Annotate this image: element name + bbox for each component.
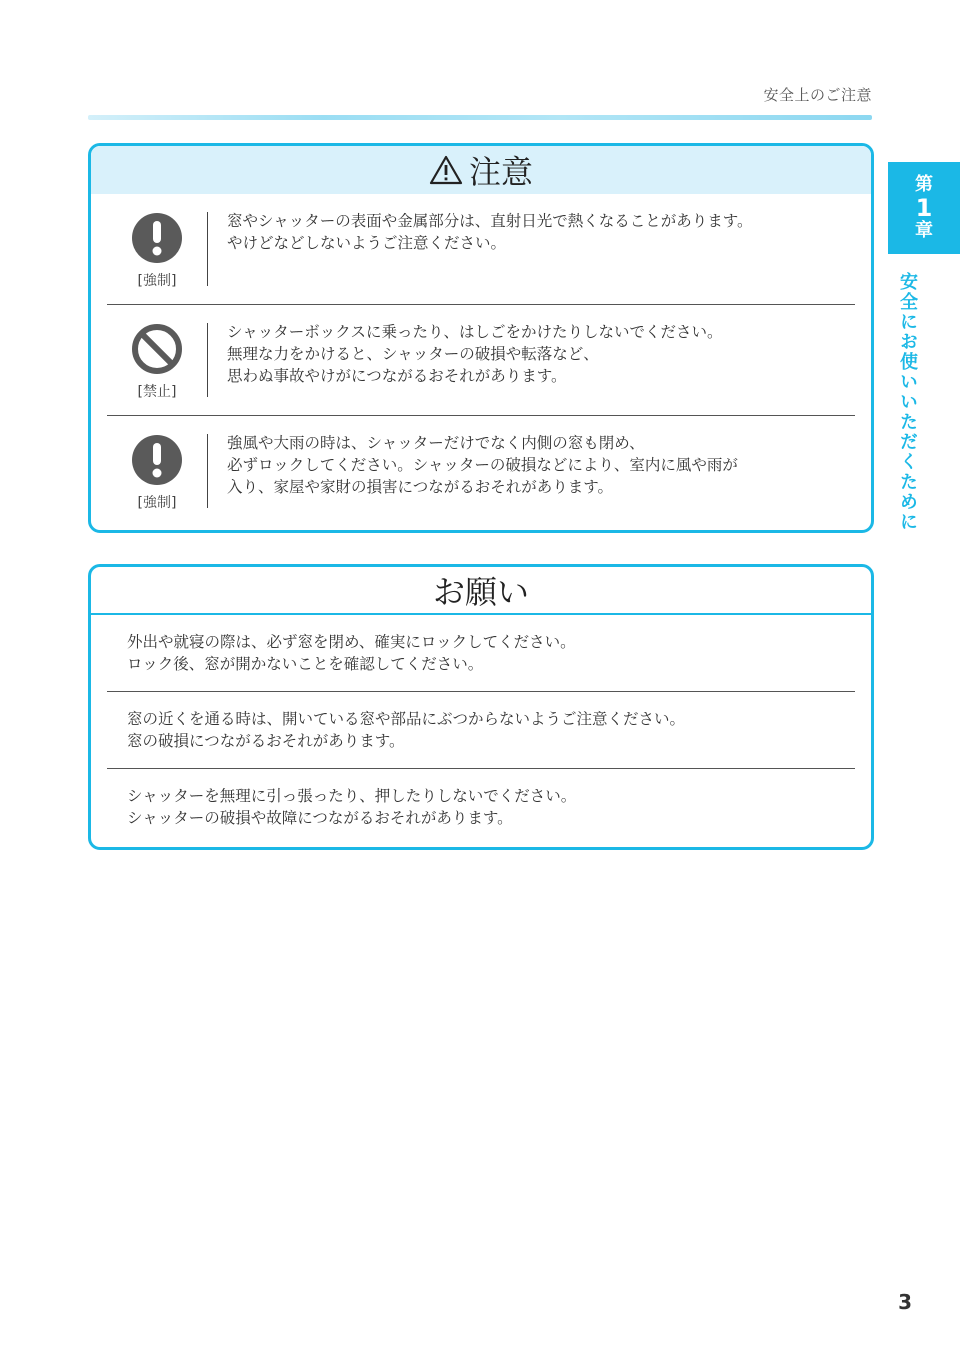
exclamation-circle-icon: [131, 434, 183, 486]
text-line: 思わぬ事故やけがにつながるおそれがあります。: [227, 367, 567, 385]
text-line: 強風や大雨の時は、シャッターだけでなく内側の窓も閉め、: [227, 434, 645, 452]
request-item: [107, 769, 855, 845]
text-line: 窓の近くを通る時は、開いている窓や部品にぶつからないようご注意ください。: [127, 710, 686, 728]
text-line: シャッターボックスに乗ったり、はしごをかけたりしないでください。: [227, 323, 723, 341]
page-number: 3: [898, 1290, 912, 1314]
caution-item-divider: [207, 212, 208, 286]
text-line: やけどなどしないようご注意ください。: [227, 234, 507, 252]
text-line: 窓の破損につながるおそれがあります。: [127, 732, 405, 750]
request-item-text: [127, 785, 845, 829]
request-item-text: [127, 631, 845, 675]
caution-item: [107, 194, 855, 305]
header-rule: [88, 115, 872, 120]
caution-item-divider: [207, 434, 208, 508]
text-line: シャッターを無理に引っ張ったり、押したりしないでください。: [127, 787, 577, 805]
caution-header: [91, 146, 871, 194]
caution-box: [88, 143, 874, 533]
caution-item-text: [227, 321, 845, 387]
caution-item-text: [227, 210, 845, 254]
text-line: 外出や就寝の際は、必ず窓を閉め、確実にロックしてください。: [127, 633, 576, 651]
text-line: シャッターの破損や故障につながるおそれがあります。: [127, 809, 513, 827]
request-title: お願い: [432, 573, 529, 611]
chapter-number: 1: [915, 193, 933, 222]
text-line: 無理な力をかけると、シャッターの破損や転落など、: [227, 345, 599, 363]
text-line: 窓やシャッターの表面や金属部分は、直射日光で熱くなることがあります。: [227, 212, 753, 230]
request-item: [107, 692, 855, 769]
chapter-tab[interactable]: [888, 162, 960, 254]
caution-item-label: [強制]: [137, 273, 177, 289]
request-item-text: [127, 708, 845, 752]
chapter-suffix: 章: [915, 220, 933, 242]
caution-item-divider: [207, 323, 208, 397]
text-line: 入り、家屋や家財の損害につながるおそれがあります。: [227, 478, 613, 496]
text-line: 必ずロックしてください。シャッターの破損などにより、室内に風や雨が: [227, 456, 738, 474]
request-header: [91, 567, 871, 615]
text-line: ロック後、窓が開かないことを確認してください。: [127, 655, 484, 673]
warning-triangle-icon: [429, 155, 463, 185]
caution-title: 注意: [468, 153, 533, 191]
caution-item: [107, 305, 855, 416]
caution-item-text: [227, 432, 845, 498]
exclamation-circle-icon: [131, 212, 183, 264]
caution-item: [107, 416, 855, 526]
prohibited-icon: [131, 323, 183, 375]
caution-item-label: [強制]: [137, 495, 177, 511]
section-title-vertical: 安全にお使いいただくために: [897, 272, 918, 532]
request-box: [88, 564, 874, 850]
request-item: [107, 615, 855, 692]
chapter-prefix: 第: [915, 174, 933, 195]
caution-item-label: [禁止]: [137, 384, 177, 400]
running-header-title: 安全上のご注意: [763, 86, 872, 104]
